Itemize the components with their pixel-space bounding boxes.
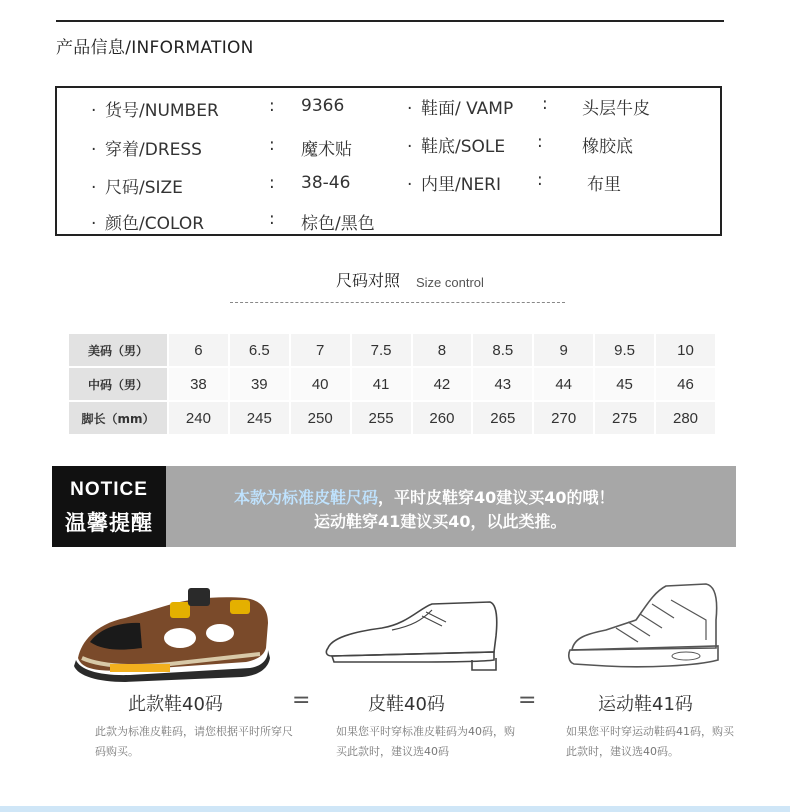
- caption-this-shoe: 此款鞋40码: [128, 694, 223, 715]
- notice-line-1-rest: ，平时皮鞋穿40建议买40的哦！: [378, 488, 615, 507]
- spec-value: 头层牛皮: [582, 99, 650, 119]
- equals-sign: =: [518, 688, 537, 713]
- sneaker-icon: [566, 580, 726, 672]
- table-cell: 260: [413, 402, 472, 434]
- caption-sneaker: 运动鞋41码: [598, 694, 693, 715]
- notice-badge-en: NOTICE: [70, 479, 148, 500]
- table-row: [69, 402, 715, 434]
- spec-label: 鞋面/ VAMP: [421, 99, 514, 119]
- notice-line-1: [234, 485, 615, 508]
- caption-leather-shoe: 皮鞋40码: [368, 694, 445, 715]
- table-cell: 8: [413, 334, 472, 366]
- spec-separator: :: [542, 94, 548, 114]
- desc-sneaker: 如果您平时穿运动鞋码41码，购买此款时，建议选40码。: [566, 725, 734, 758]
- table-cell: 8.5: [473, 334, 532, 366]
- sandal-icon: [70, 578, 275, 683]
- size-table: [67, 332, 717, 436]
- table-cell: 280: [656, 402, 715, 434]
- spec-value: 橡胶底: [582, 137, 633, 157]
- spec-label: 尺码/SIZE: [105, 178, 183, 198]
- desc-leather-shoe: 如果您平时穿标准皮鞋码为40码，购买此款时，建议选40码: [336, 725, 515, 758]
- desc-this-shoe: 此款为标准皮鞋码，请您根据平时所穿尺码购买。: [95, 725, 293, 758]
- table-cell: 6: [169, 334, 228, 366]
- table-cell: 43: [473, 368, 532, 400]
- table-cell: 44: [534, 368, 593, 400]
- spec-separator: :: [269, 209, 275, 229]
- table-row: [69, 334, 715, 366]
- spec-value: 布里: [587, 175, 621, 195]
- spec-value: 9366: [301, 96, 345, 116]
- leather-shoe-icon: [322, 596, 502, 672]
- table-cell: 270: [534, 402, 593, 434]
- spec-size: · 尺码/SIZE : 38-46: [91, 173, 351, 198]
- table-cell: 9: [534, 334, 593, 366]
- spec-color: · 颜色/COLOR : 棕色/黑色: [91, 209, 375, 234]
- spec-value: 38-46: [301, 173, 351, 193]
- row-header: 美码（男）: [69, 334, 167, 366]
- spec-separator: :: [269, 173, 275, 193]
- table-cell: 265: [473, 402, 532, 434]
- table-cell: 275: [595, 402, 654, 434]
- spec-label: 颜色/COLOR: [105, 214, 205, 234]
- table-cell: 45: [595, 368, 654, 400]
- bottom-accent-line: [0, 806, 790, 812]
- dashed-divider: [230, 302, 565, 303]
- table-cell: 7: [291, 334, 350, 366]
- table-cell: 40: [291, 368, 350, 400]
- spec-label: 鞋底/SOLE: [421, 137, 506, 157]
- table-cell: 41: [352, 368, 411, 400]
- table-cell: 42: [413, 368, 472, 400]
- spec-value: 棕色/黑色: [301, 214, 375, 234]
- spec-label: 内里/NERI: [421, 175, 502, 195]
- table-cell: 245: [230, 402, 289, 434]
- table-cell: 240: [169, 402, 228, 434]
- spec-label: 穿着/DRESS: [105, 140, 202, 160]
- equals-sign: =: [292, 688, 311, 713]
- table-cell: 39: [230, 368, 289, 400]
- spec-number: · 货号/NUMBER : 9366: [91, 96, 345, 121]
- notice-badge-cn: 温馨提醒: [65, 511, 153, 535]
- spec-lining: · 内里/NERI : 布里: [407, 170, 621, 195]
- spec-dress: · 穿着/DRESS : 魔术贴: [91, 135, 352, 160]
- table-row: [69, 368, 715, 400]
- table-cell: 9.5: [595, 334, 654, 366]
- table-cell: 7.5: [352, 334, 411, 366]
- table-cell: 255: [352, 402, 411, 434]
- table-cell: 250: [291, 402, 350, 434]
- top-divider: [56, 20, 724, 22]
- row-header: 中码（男）: [69, 368, 167, 400]
- size-chart-title: 尺码对照: [336, 271, 401, 290]
- table-cell: 10: [656, 334, 715, 366]
- info-section-title: 产品信息/INFORMATION: [56, 38, 254, 58]
- notice-highlight: 本款为标准皮鞋尺码: [234, 488, 379, 507]
- table-cell: 38: [169, 368, 228, 400]
- table-cell: 46: [656, 368, 715, 400]
- spec-separator: :: [269, 135, 275, 155]
- spec-vamp: · 鞋面/ VAMP : 头层牛皮: [407, 94, 650, 119]
- size-chart-subtitle: Size control: [416, 275, 484, 290]
- row-header: 脚长（mm）: [69, 402, 167, 434]
- spec-label: 货号/NUMBER: [105, 101, 219, 121]
- spec-sole: · 鞋底/SOLE : 橡胶底: [407, 132, 633, 157]
- spec-separator: :: [537, 170, 543, 190]
- spec-value: 魔术贴: [301, 140, 352, 160]
- product-info-box: [55, 86, 722, 236]
- spec-separator: :: [537, 132, 543, 152]
- notice-line-2: 运动鞋穿41建议买40，以此类推。: [314, 512, 567, 531]
- table-cell: 6.5: [230, 334, 289, 366]
- spec-separator: :: [269, 96, 275, 116]
